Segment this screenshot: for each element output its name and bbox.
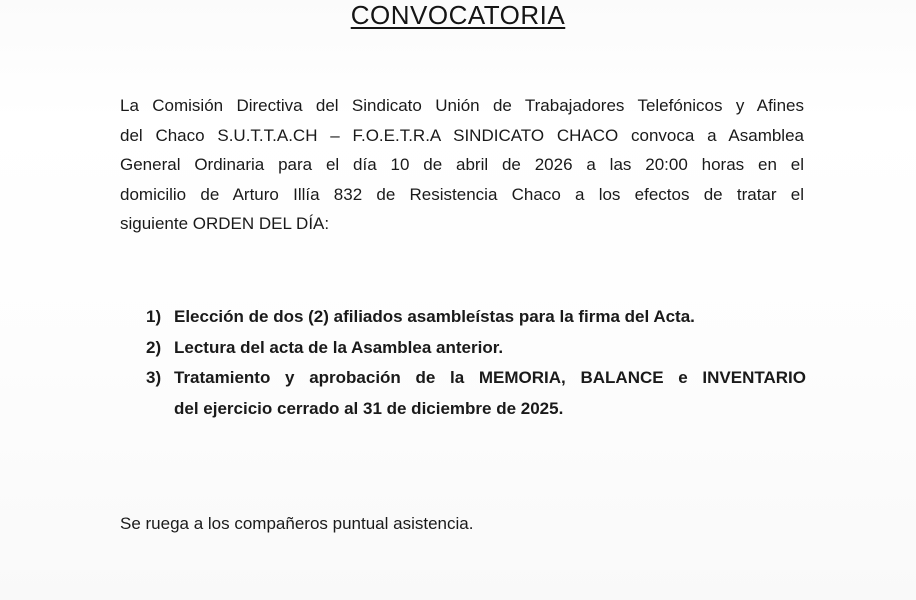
closing-note: Se ruega a los compañeros puntual asistencia. xyxy=(120,514,474,533)
intro-paragraph xyxy=(120,91,804,239)
agenda-item-text: Tratamiento y aprobación de la MEMORIA, BALANCE e INVENTARIO xyxy=(174,368,806,387)
intro-line: del Chaco S.U.T.T.A.CH – F.O.E.T.R.A SINDICATO CHACO convoca a Asamblea xyxy=(120,125,804,145)
intro-line: La Comisión Directiva del Sindicato Unión de Trabajadores Telefónicos y Afines xyxy=(120,96,804,115)
agenda-list xyxy=(146,302,806,424)
document-title xyxy=(0,0,916,30)
agenda-item-text: Lectura del acta de la Asamblea anterior. xyxy=(174,337,504,357)
agenda-item xyxy=(146,363,806,394)
agenda-item-number: 2) xyxy=(146,337,162,357)
title-text: CONVOCATORIA xyxy=(350,0,566,30)
intro-line: domicilio de Arturo Illía 832 de Resistencia Chaco a los efectos de tratar el xyxy=(120,184,804,204)
agenda-item xyxy=(146,302,806,333)
agenda-item-continuation-text: del ejercicio cerrado al 31 de diciembre de 2025. xyxy=(174,398,564,418)
agenda-item-number: 3) xyxy=(146,368,162,387)
agenda-item xyxy=(146,333,806,364)
intro-line: siguiente ORDEN DEL DÍA: xyxy=(120,214,330,233)
intro-line: General Ordinaria para el día 10 de abril de 2026 a las 20:00 horas en el xyxy=(120,155,804,174)
agenda-item-continuation xyxy=(146,394,806,425)
agenda-item-text: Elección de dos (2) afiliados asambleístas para la firma del Acta. xyxy=(174,307,695,326)
agenda-item-number: 1) xyxy=(146,307,162,326)
